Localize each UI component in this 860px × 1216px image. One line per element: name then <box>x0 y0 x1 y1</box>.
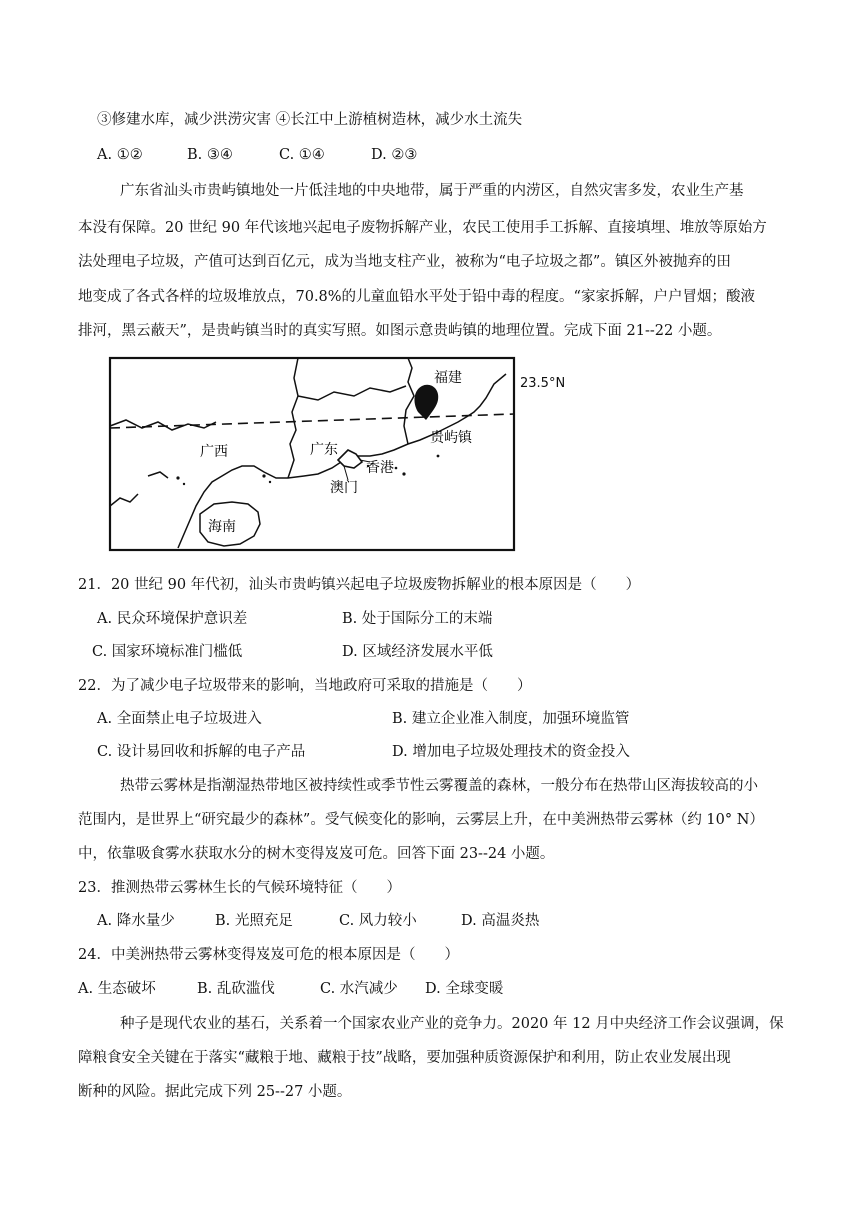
option-b: B. ③④ <box>187 147 233 163</box>
passage-line: 法处理电子垃圾，产值可达到百亿元，成为当地支柱产业，被称为“电子垃圾之都”。镇区外被抛弃的田 <box>78 254 731 270</box>
label-macau: 澳门 <box>330 480 358 496</box>
q21-option-c: C. 国家环境标准门槛低 <box>92 644 243 660</box>
passage-line: 广东省汕头市贵屿镇地处一片低洼地的中央地带，属于严重的内涝区，自然灾害多发，农业生产基 <box>120 183 744 199</box>
location-map <box>108 356 518 552</box>
label-hainan: 海南 <box>208 519 236 535</box>
question-23: 23．推测热带云雾林生长的气候环境特征（ ） <box>78 880 401 896</box>
passage-line: 中，依靠吸食雾水获取水分的树木变得岌岌可危。回答下面 23--24 小题。 <box>78 846 555 862</box>
q24-option-c: C. 水汽减少 <box>320 981 398 997</box>
q23-option-d: D. 高温炎热 <box>461 913 540 929</box>
option-a: A. ①② <box>97 147 143 163</box>
passage-line: 排河，黑云蔽天”，是贵屿镇当时的真实写照。如图示意贵屿镇的地理位置。完成下面 21--22 小题。 <box>78 323 722 339</box>
q22-option-c: C. 设计易回收和拆解的电子产品 <box>97 744 306 760</box>
q24-option-d: D. 全球变暖 <box>425 981 504 997</box>
label-guangxi: 广西 <box>200 444 228 460</box>
passage-line: 障粮食安全关键在于落实“藏粮于地、藏粮于技”战略，要加强种质资源保护和利用，防止农业发展出现 <box>78 1050 731 1066</box>
label-guiyu: 贵屿镇 <box>430 430 472 446</box>
label-guangdong: 广东 <box>310 442 338 458</box>
q24-option-b: B. 乱砍滥伐 <box>197 981 275 997</box>
q22-option-d: D. 增加电子垃圾处理技术的资金投入 <box>392 744 630 760</box>
question-24: 24．中美洲热带云雾林变得岌岌可危的根本原因是（ ） <box>78 947 459 963</box>
q22-option-a: A. 全面禁止电子垃圾进入 <box>97 711 262 727</box>
passage-line: 本没有保障。20 世纪 90 年代该地兴起电子废物拆解产业，农民工使用手工拆解、直接填埋、堆放等原始方 <box>78 220 767 236</box>
question-21: 21．20 世纪 90 年代初，汕头市贵屿镇兴起电子垃圾废物拆解业的根本原因是（ ） <box>78 577 641 593</box>
q22-option-b: B. 建立企业准入制度，加强环境监管 <box>392 711 630 727</box>
label-fujian: 福建 <box>434 370 462 386</box>
passage-line: 断种的风险。据此完成下列 25--27 小题。 <box>78 1084 352 1100</box>
passage-line: 热带云雾林是指潮湿热带地区被持续性或季节性云雾覆盖的森林，一般分布在热带山区海拔较高的小 <box>120 778 758 794</box>
question-22: 22．为了减少电子垃圾带来的影响，当地政府可采取的措施是（ ） <box>78 678 532 694</box>
passage-line: 地变成了各式各样的垃圾堆放点，70.8%的儿童血铅水平处于铅中毒的程度。“家家拆解，户户冒烟；酸液 <box>78 289 755 305</box>
option-c: C. ①④ <box>279 147 325 163</box>
q23-option-c: C. 风力较小 <box>339 913 417 929</box>
passage-line: 范围内，是世界上“研究最少的森林”。受气候变化的影响，云雾层上升，在中美洲热带云雾林（约 10° N） <box>78 812 764 828</box>
passage-line: 种子是现代农业的基石，关系着一个国家农业产业的竞争力。2020 年 12 月中央经济工作会议强调，保 <box>120 1016 784 1032</box>
q23-option-a: A. 降水量少 <box>97 913 175 929</box>
option-d: D. ②③ <box>371 147 418 163</box>
latitude-label: 23.5°N <box>520 376 566 391</box>
statement-line: ③修建水库，减少洪涝灾害 ④长江中上游植树造林，减少水土流失 <box>97 112 523 128</box>
q21-option-b: B. 处于国际分工的末端 <box>342 611 493 627</box>
label-hongkong: 香港 <box>366 460 394 476</box>
q23-option-b: B. 光照充足 <box>215 913 293 929</box>
q21-option-a: A. 民众环境保护意识差 <box>97 611 248 627</box>
q24-option-a: A. 生态破坏 <box>78 981 156 997</box>
q21-option-d: D. 区域经济发展水平低 <box>342 644 493 660</box>
